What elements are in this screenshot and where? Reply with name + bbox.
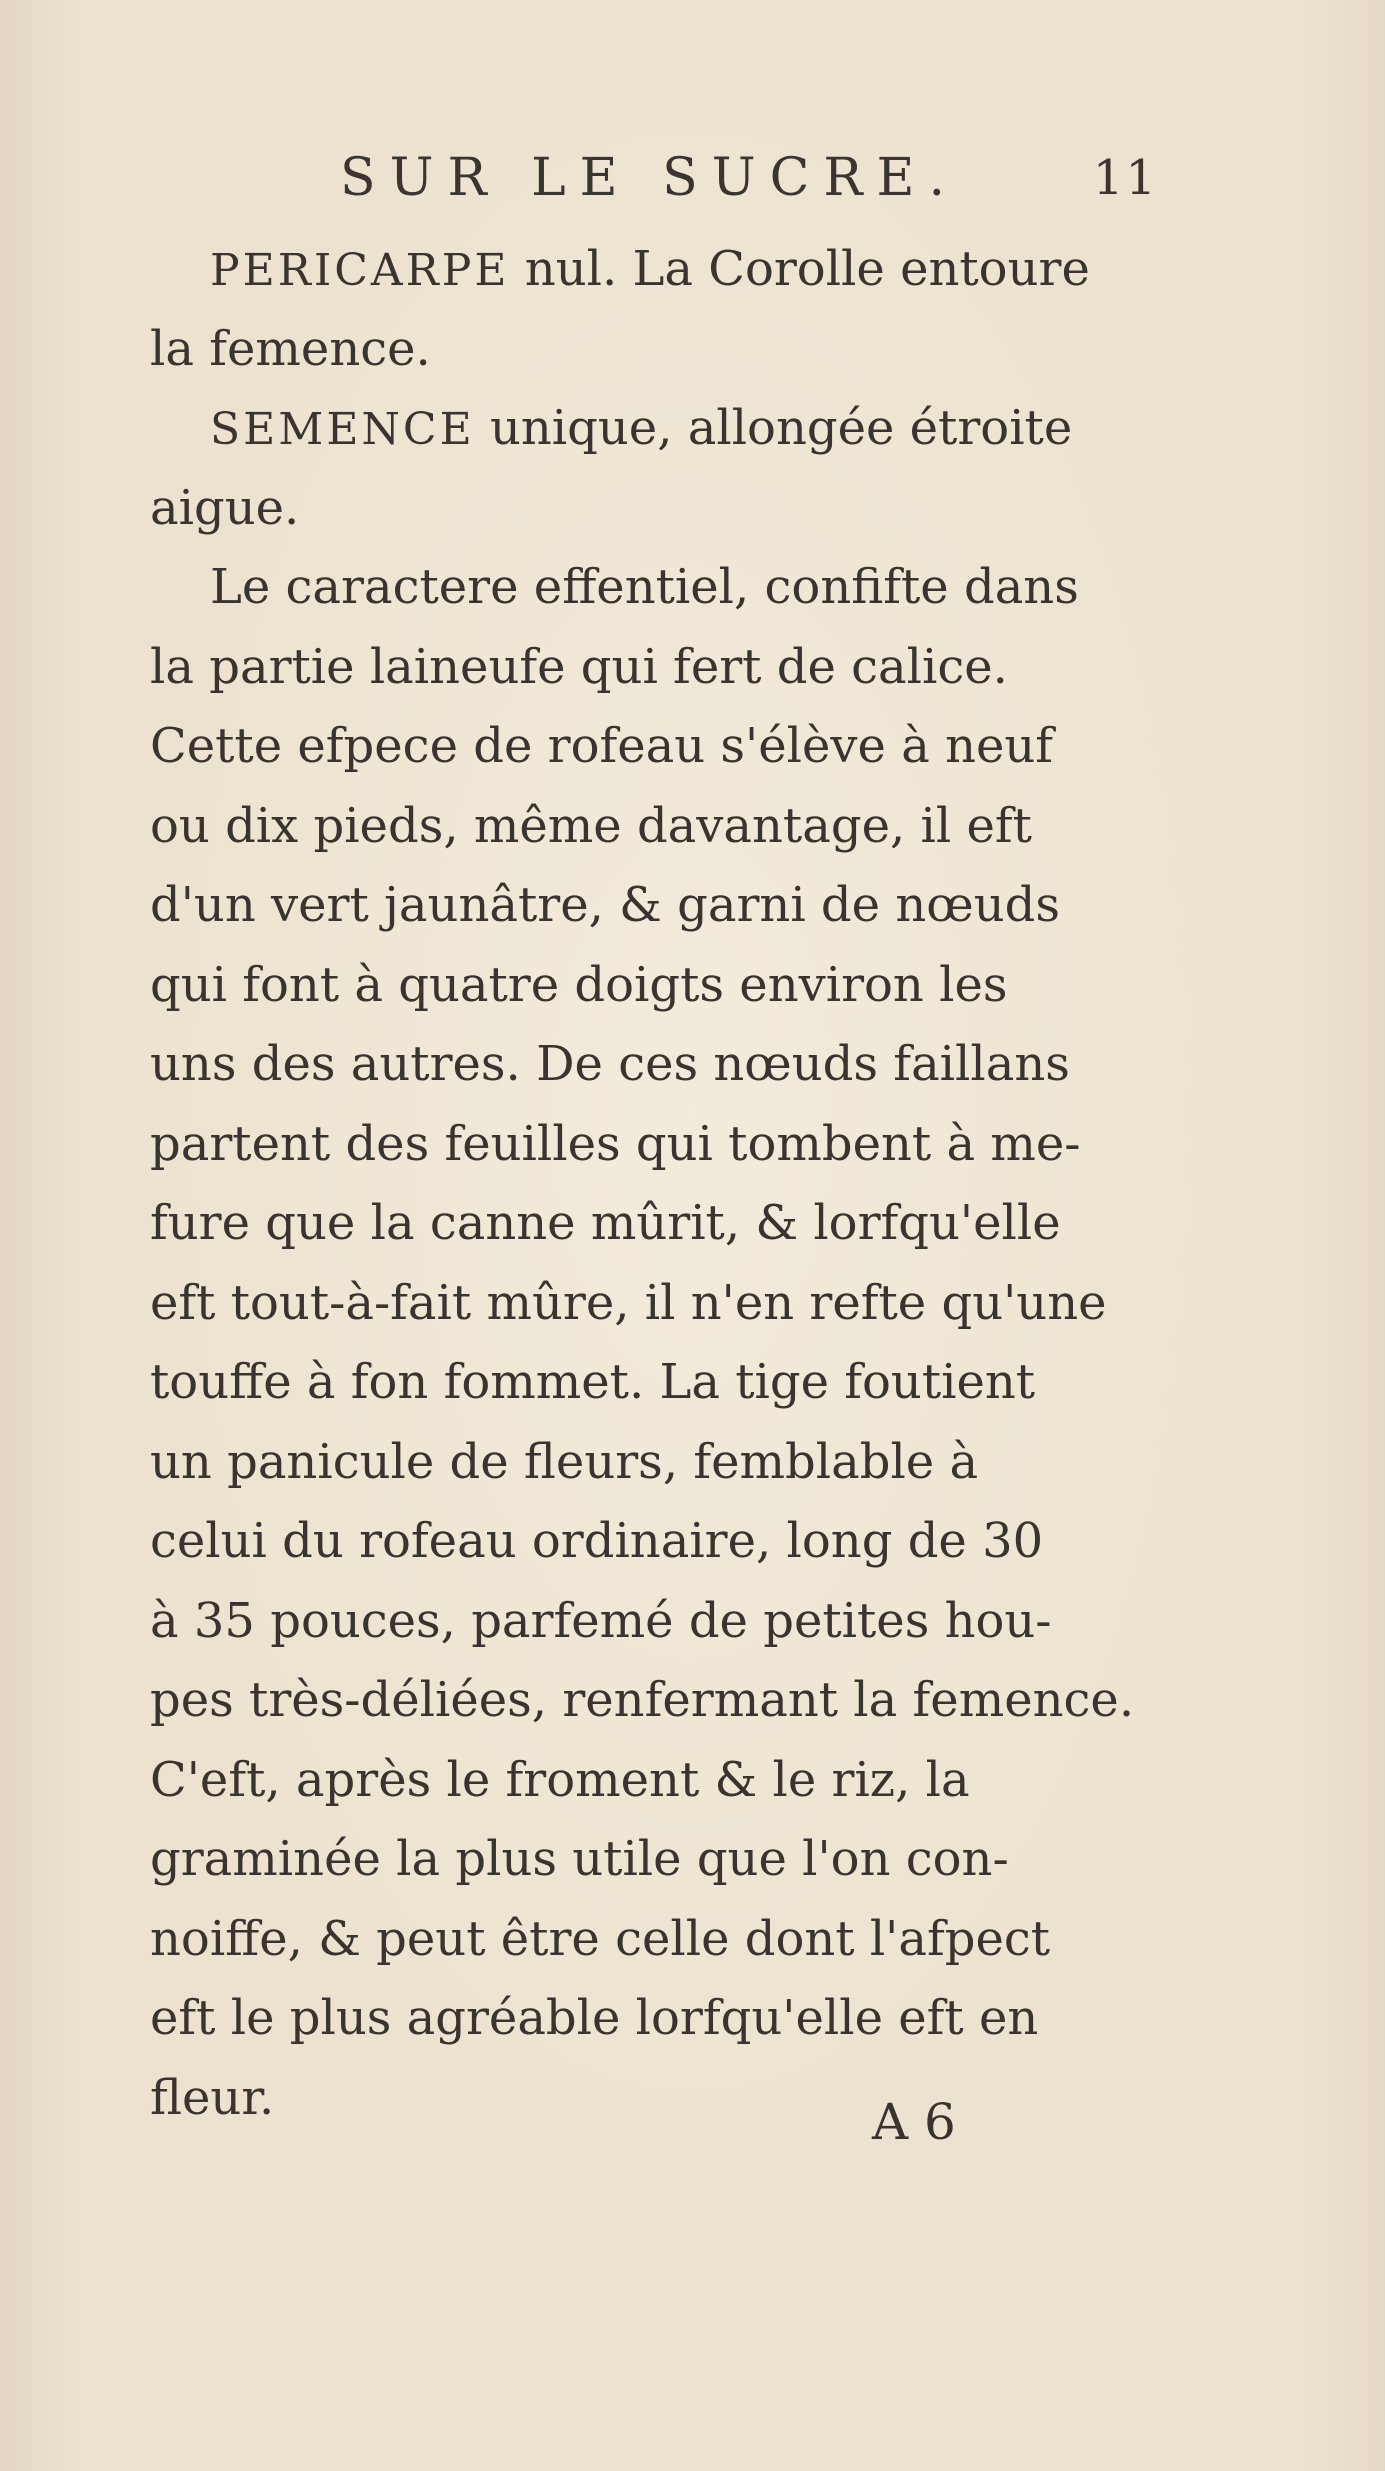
- text-line: [150, 1025, 1158, 1105]
- text-line: [150, 1105, 1158, 1185]
- text-line: [150, 389, 1158, 469]
- text-line: [150, 548, 1158, 628]
- page-number: 11: [1092, 150, 1158, 206]
- line-text: à 35 pouces, parfemé de petites hou-: [150, 1592, 1052, 1649]
- text-line: [150, 1502, 1158, 1582]
- text-line: [150, 946, 1158, 1026]
- text-line: [150, 1741, 1158, 1821]
- text-line: [150, 1582, 1158, 1662]
- text-line: [150, 707, 1158, 787]
- line-text: qui font à quatre doigts environ les: [150, 956, 1008, 1013]
- line-text: ou dix pieds, même davantage, il eft: [150, 797, 1032, 854]
- text-line: [150, 1661, 1158, 1741]
- line-text: celui du rofeau ordinaire, long de 30: [150, 1513, 1044, 1569]
- text-line: [150, 1820, 1158, 1900]
- text-line: [150, 1264, 1158, 1344]
- text-line: [150, 1343, 1158, 1423]
- section-lead-pericarpe: PERICARPE: [210, 245, 510, 296]
- line-text: Cette efpece de rofeau s'élève à neuf: [150, 718, 1054, 774]
- line-text: la partie laineufe qui fert de calice.: [150, 638, 1008, 695]
- line-text: d'un vert jaunâtre, & garni de nœuds: [150, 877, 1060, 933]
- text-line: [150, 866, 1158, 946]
- line-text: eft le plus agréable lorfqu'elle eft en: [150, 1990, 1039, 2046]
- text-line: [150, 1979, 1158, 2059]
- line-text: noiffe, & peut être celle dont l'afpect: [150, 1910, 1051, 1967]
- text-line: [150, 230, 1158, 310]
- text-line: [150, 1900, 1158, 1980]
- line-text: nul. La Corolle entoure: [509, 241, 1090, 297]
- line-text: fure que la canne mûrit, & lorfqu'elle: [150, 1195, 1061, 1251]
- running-head: SUR LE SUCRE.: [340, 148, 960, 208]
- section-lead-semence: SEMENCE: [210, 404, 475, 455]
- text-line: [150, 2059, 1158, 2139]
- text-line: [150, 628, 1158, 708]
- line-text: unique, allongée étroite: [474, 400, 1073, 456]
- text-line: [150, 469, 1158, 549]
- line-text: touffe à fon fommet. La tige foutient: [150, 1354, 1036, 1410]
- line-text: pes très-déliées, renfermant la femence.: [150, 1672, 1135, 1728]
- line-text: eft tout-à-fait mûre, il n'en refte qu'une: [150, 1274, 1107, 1331]
- page-header: [150, 138, 1158, 218]
- line-text: C'eft, après le froment & le riz, la: [150, 1751, 970, 1808]
- line-text: uns des autres. De ces nœuds faillans: [150, 1036, 1070, 1092]
- line-text: fleur.: [150, 2069, 275, 2126]
- line-text: un panicule de fleurs, femblable à: [150, 1433, 979, 1490]
- line-text: partent des feuilles qui tombent à me-: [150, 1115, 1081, 1172]
- line-text: graminée la plus utile que l'on con-: [150, 1831, 1009, 1887]
- line-text: Le caractere effentiel, confifte dans: [210, 559, 1079, 615]
- line-text: la femence.: [150, 320, 431, 377]
- line-text: aigue.: [150, 479, 300, 536]
- text-line: [150, 1184, 1158, 1264]
- text-line: [150, 310, 1158, 390]
- text-line: [150, 787, 1158, 867]
- text-line: [150, 1423, 1158, 1503]
- signature-mark: A 6: [872, 2093, 956, 2151]
- body-text: [150, 230, 1158, 2138]
